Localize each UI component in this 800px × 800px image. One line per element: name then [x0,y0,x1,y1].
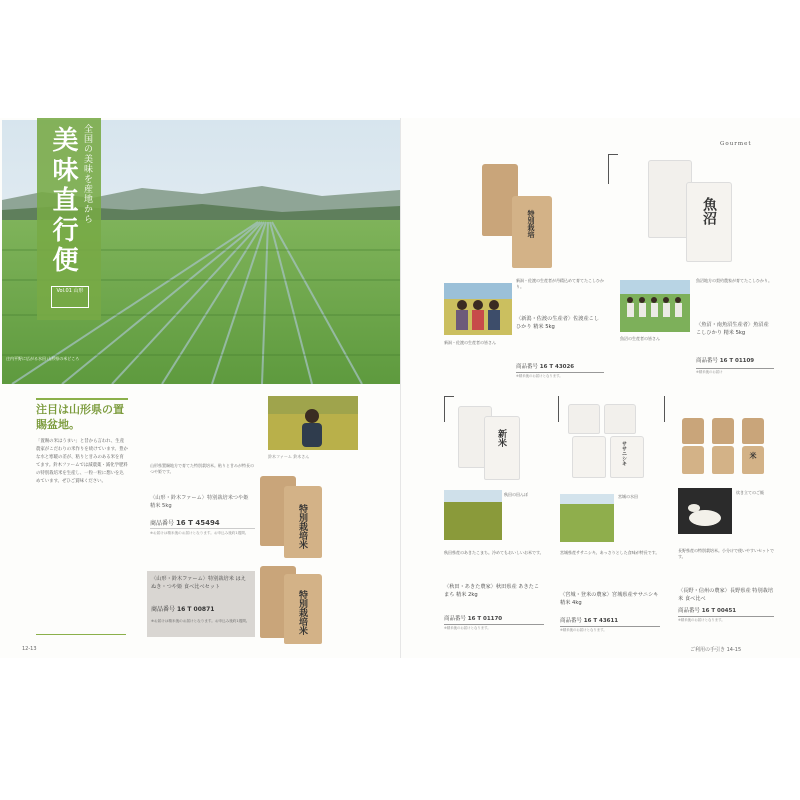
product-code [696,356,754,364]
product-description: 魚沼地方の契約農家が育てたこしひかり。 [696,278,772,283]
feature-subtitle: 全国の美味を産地から [82,124,92,224]
page-folio-right: ご利用の手引き 14-15 [690,647,742,653]
lead-body: 「置賜の米はうまい」と昔から言われ、生産農家がこだわりの米作りを続けています。豊かな水と寒暖の差が、粘りと甘みのある米を育てます。鈴木ファームでは減農薬・減化学肥料の特別栽培米を生産し、一粒一粒に想いを込めています。ぜひご賞味ください。 [36,439,128,484]
product-description: 山形県置賜地方で育てた特別栽培米。粘りと甘みが特長のつや姫です。 [150,463,254,474]
rice-bag [568,404,600,434]
code-value: 16 T 01109 [719,358,755,364]
code-prefix: 商品番号 [696,358,719,364]
rice-bag [512,196,552,268]
rice-bag [742,446,764,474]
bag-label: 特別栽培米 [297,504,307,549]
product-code [151,604,214,613]
rice-bowl-photo [678,488,732,534]
product-note: ※精米後のお届けとなります。 [444,624,544,631]
lead-title: 注目は山形県の置賜盆地。 [36,403,124,431]
bag-label: 魚沼 [701,197,717,225]
product-note: ※精米後のお届けとなります。 [560,626,660,633]
code-value: 16 T 45494 [175,519,220,527]
rice-bag [682,446,704,474]
rice-bag [284,486,322,558]
section-label: Gourmet [720,141,752,147]
product-code [444,614,502,622]
feature-title-panel [37,118,101,320]
feature-tag: Vol.01 山形 [51,286,89,308]
code-value: 16 T 01170 [467,616,503,622]
code-value: 16 T 00871 [176,606,215,613]
product-note: ※お届けは精米後のお届けとなります。お申込み後約1週間。 [150,528,255,536]
product-description: 長野県産の特別栽培米。小分けで使いやすいセットです。 [678,548,774,559]
section-bracket [664,396,665,422]
product-name: 〈山形・鈴木ファーム〉特別栽培米 はえぬき・つや姫 食べ比べセット [151,576,246,590]
photo-caption: 新潟・佐渡の生産者の皆さん [444,340,496,345]
photo-caption: 宮城の水田 [618,494,638,499]
field-photo [444,490,502,540]
product-code [560,616,618,624]
bag-label: ササニシキ [621,441,627,466]
product-description: 秋田県産のあきたこまち。冷めてもおいしいお米です。 [444,550,544,555]
product-name: 〈新潟・佐渡の生産者〉佐渡産こしひかり 精米 5kg [516,316,600,330]
code-prefix: 商品番号 [516,364,539,370]
code-prefix: 商品番号 [150,520,175,527]
farmer-photo [268,396,358,450]
feature-title: 美味直行便 [48,126,78,276]
catalog-spread [0,118,800,658]
code-value: 16 T 43026 [539,364,575,370]
section-bracket [608,154,609,184]
product-code [678,606,736,614]
farmer-caption: 鈴木ファーム 鈴木さん [268,454,310,459]
rice-bag [610,436,644,478]
rice-bag [484,416,520,480]
rice-bag [604,404,636,434]
field-photo [560,494,614,542]
product-note: ※精米後のお届け [696,368,774,375]
rice-bag [712,446,734,474]
code-prefix: 商品番号 [678,608,701,614]
code-value: 16 T 43611 [583,618,619,624]
photo-caption: 魚沼の生産者の皆さん [620,336,660,341]
bag-label: 特別栽培 [527,210,536,238]
rice-bag [742,418,764,444]
product-description: 宮城県産ササニシキ。あっさりとした食味が特長です。 [560,550,660,555]
rice-bag [284,574,322,644]
photo-caption: 秋田の田んぼ [504,492,528,497]
bag-label: 米 [749,452,758,459]
product-name: 〈山形・鈴木ファーム〉特別栽培米つや姫 精米 5kg [150,495,249,509]
rice-bag [712,418,734,444]
product-name: 〈秋田・あきた農家〉秋田県産 あきたこまち 精米 2kg [444,584,540,598]
gutter [400,118,401,658]
product-code [150,518,220,527]
page-folio-left: 12-13 [22,646,37,652]
product-name: 〈宮城・登米の農家〉宮城県産ササニシキ 精米 4kg [560,592,659,606]
lead-end-rule [36,634,126,635]
photo-caption: 炊き立てのご飯 [736,490,764,495]
product-box-highlight [147,571,255,637]
code-prefix: 商品番号 [151,606,176,613]
product-description: 新潟・佐渡の生産者が丹精込めて育てたこしひかり。 [516,278,604,289]
section-bracket [558,396,559,422]
rice-bag [686,182,732,262]
lead-rule [36,398,128,400]
producers-photo [444,283,512,335]
product-note: ※精米後のお届けとなります。 [678,616,774,623]
product-name: 〈長野・信州の農家〉長野県産 特別栽培米 食べ比べ [678,588,774,602]
rice-bag [682,418,704,444]
product-note: ※精米後のお届けとなります。 [516,372,604,379]
producers-photo [620,280,690,332]
code-prefix: 商品番号 [444,616,467,622]
product-note: ※お届けは精米後のお届けとなります。お申込み後約1週間。 [151,619,250,623]
section-bracket-tick [608,154,618,155]
section-bracket [444,396,445,422]
code-prefix: 商品番号 [560,618,583,624]
rice-bag [572,436,606,478]
bag-label: 特別栽培米 [297,590,307,635]
product-code [516,362,574,370]
hero-caption: 庄内平野に広がる水田 山形県の米どころ [6,356,80,361]
bag-label: 新米 [496,429,506,447]
section-bracket-tick [444,396,454,397]
product-name: 〈魚沼・南魚沼生産者〉魚沼産 こしひかり 精米 5kg [696,322,769,336]
code-value: 16 T 00451 [701,608,737,614]
